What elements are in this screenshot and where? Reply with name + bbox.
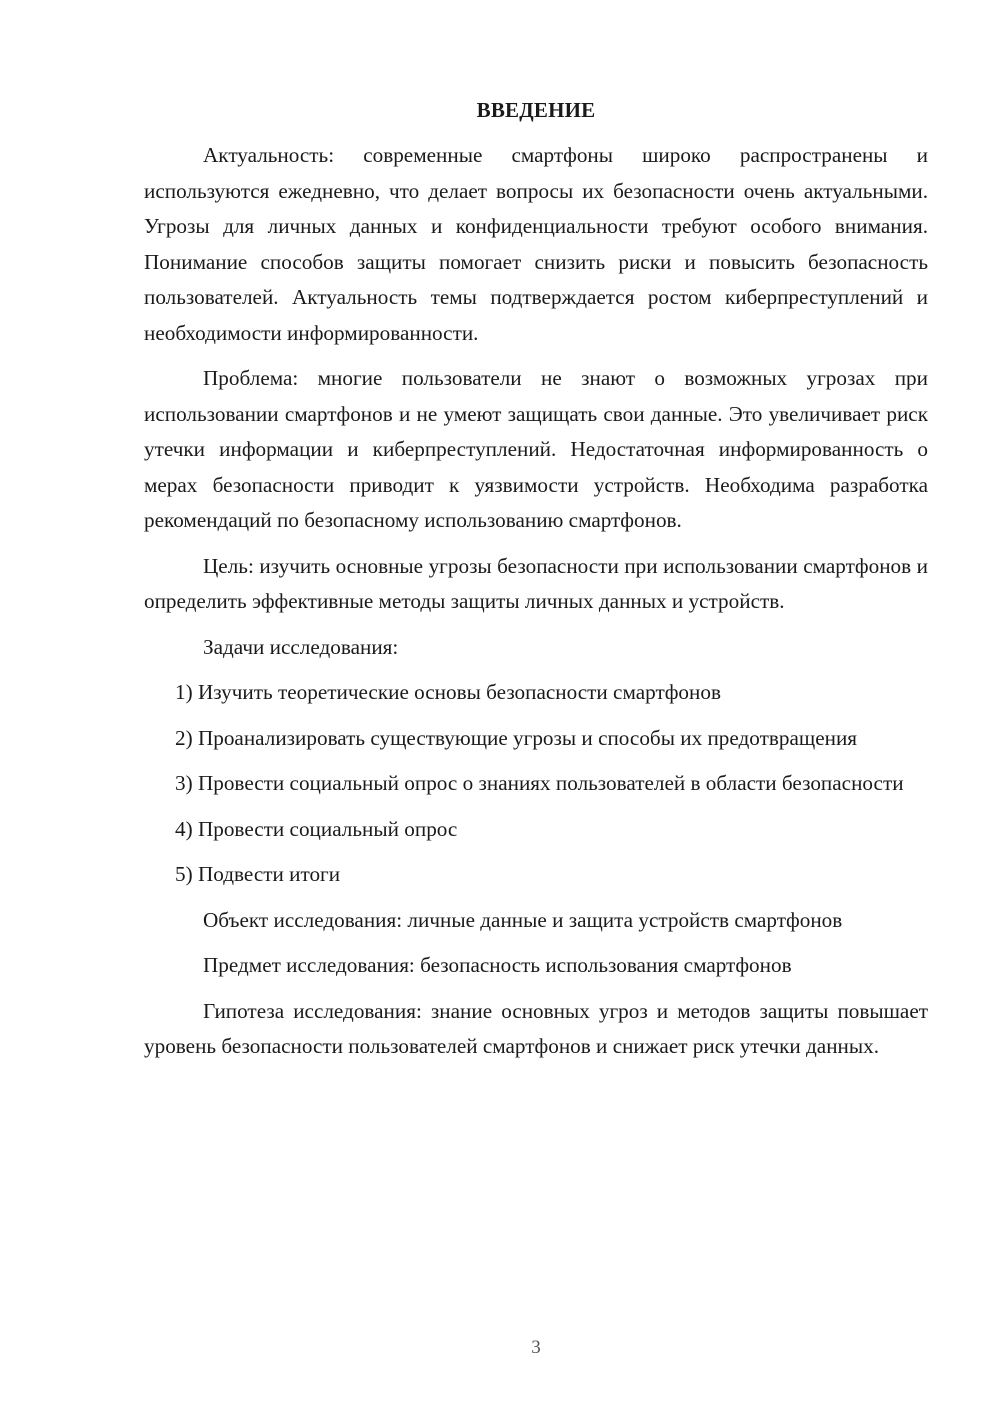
problem-paragraph: Проблема: многие пользователи не знают о возможных угрозах при использовании смартфонов и не умеют защищать свои данные. Это увеличивает риск утечки информации и киберпреступлений. Недостаточная информированность о мерах безопасности приводит к уязвимости устройств. Необходима разработка рекомендаций по безопасному использованию смартфонов.	[144, 366, 928, 532]
page-content	[144, 96, 928, 1075]
task-item: 3) Провести социальный опрос о знаниях пользователей в области безопасности	[175, 771, 904, 795]
section-title: ВВЕДЕНИЕ	[476, 98, 596, 122]
page-number: 3	[531, 1337, 541, 1358]
goal-paragraph: Цель: изучить основные угрозы безопасности при использовании смартфонов и определить эффективные методы защиты личных данных и устройств.	[144, 553, 928, 613]
relevance-paragraph: Актуальность: современные смартфоны широко распространены и используются ежедневно, что делает вопросы их безопасности очень актуальными. Угрозы для личных данных и конфиденциальности требуют особого внимания. Понимание способов защиты помогает снизить риски и повысить безопасность пользователей. Актуальность темы подтверждается ростом киберпреступлений и необходимости информированности.	[144, 143, 928, 345]
task-item: 1) Изучить теоретические основы безопасности смартфонов	[175, 680, 721, 704]
task-item: 5) Подвести итоги	[175, 862, 341, 886]
task-item: 2) Проанализировать существующие угрозы и способы их предотвращения	[175, 725, 858, 750]
hypothesis-paragraph: Гипотеза исследования: знание основных угроз и методов защиты повышает уровень безопасности пользователей смартфонов и снижает риск утечки данных.	[144, 998, 928, 1058]
object-paragraph: Объект исследования: личные данные и защита устройств смартфонов	[203, 907, 843, 932]
subject-paragraph: Предмет исследования: безопасность использования смартфонов	[203, 953, 792, 977]
task-item: 4) Провести социальный опрос	[175, 816, 458, 841]
tasks-heading: Задачи исследования:	[203, 634, 399, 659]
